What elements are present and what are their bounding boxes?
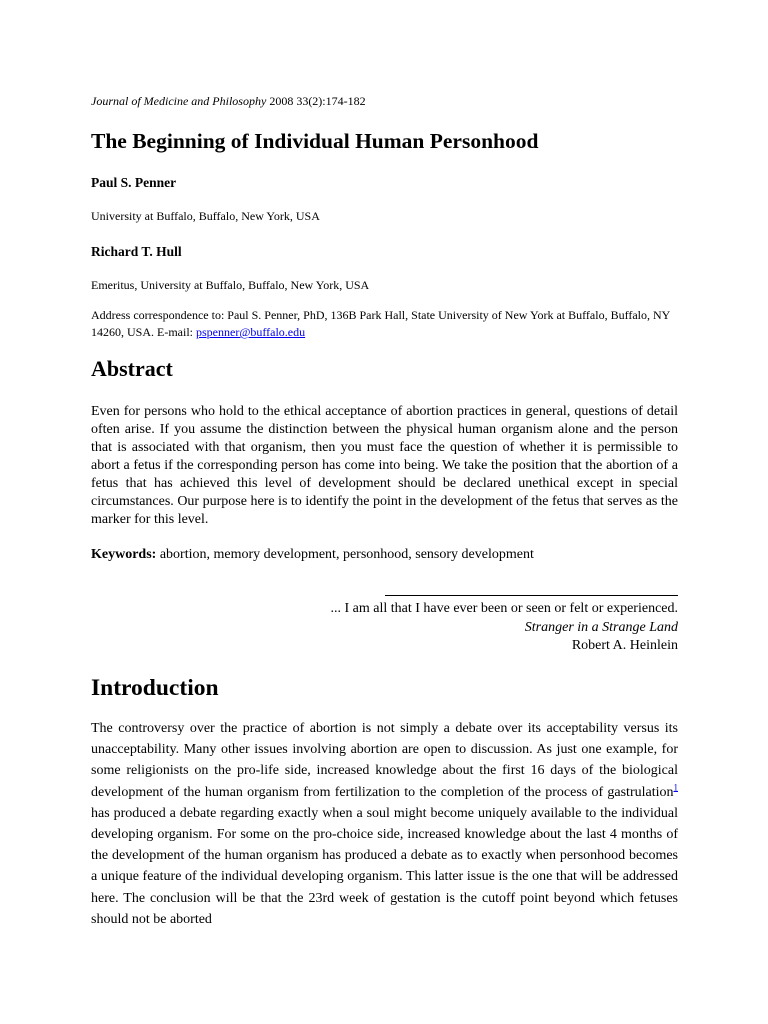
correspondence-text: Address correspondence to: Paul S. Penner, PhD, 136B Park Hall, State University of New York at Buffalo, Buffalo, NY 14260, USA. E-mail:: [91, 308, 670, 339]
epigraph: [178, 600, 678, 656]
introduction-text-part2: has produced a debate regarding exactly when a soul might become uniquely available to the individual developing organism. For some on the pro-choice side, increased knowledge about the last 4 months of the development of the human organism has produced a debate as to exactly when personhood becomes a unique feature of the individual developing organism. This latter issue is the one that will be addressed here. The conclusion will be that the 23rd week of gestation is the cutoff point beyond which fetuses should not be aborted: [91, 805, 678, 927]
journal-name: Journal of Medicine and Philosophy: [91, 94, 267, 108]
abstract-heading: Abstract: [91, 356, 173, 381]
journal-citation: [91, 93, 366, 109]
keywords-list: abortion, memory development, personhood, sensory development: [156, 547, 534, 562]
footnote-link[interactable]: 1: [673, 781, 678, 792]
author-affiliation: Emeritus, University at Buffalo, Buffalo, New York, USA: [91, 278, 370, 292]
article-title: The Beginning of Individual Human Personhood: [91, 129, 539, 153]
author-affiliation: University at Buffalo, Buffalo, New York, USA: [91, 209, 320, 223]
abstract-text: Even for persons who hold to the ethical acceptance of abortion practices in general, questions of detail often arise. If you assume the distinction between the physical human organism alone and the person that is associated with that organism, then you must face the question of whether it is permissible to abort a fetus if the corresponding person has come into being. We take the position that the abortion of a fetus that has achieved this level of development should be declared unethical except in special circumstances. Our purpose here is to identify the point in the development of the fetus that serves as the marker for this level.: [91, 404, 678, 527]
email-link[interactable]: pspenner@buffalo.edu: [196, 325, 306, 339]
epigraph-author: Robert A. Heinlein: [571, 638, 678, 653]
introduction-text-part1: The controversy over the practice of abortion is not simply a debate over its acceptability versus its unacceptability. Many other issues involving abortion are open to discussion. As just one example, for some religionists on the pro-life side, increased knowledge about the first 16 days of the biological development of the human organism from fertilization to the completion of the process of gastrulation: [91, 721, 678, 800]
epigraph-quote: ... I am all that I have ever been or seen or felt or experienced.: [330, 601, 678, 616]
footnote-ref: [674, 782, 679, 792]
author-name: Richard T. Hull: [91, 244, 182, 259]
keywords: [91, 546, 678, 564]
epigraph-source: Stranger in a Strange Land: [524, 619, 678, 635]
correspondence-address: [91, 307, 678, 341]
introduction-text: [91, 718, 678, 930]
author-name: Paul S. Penner: [91, 175, 177, 190]
epigraph-divider: [385, 595, 678, 596]
introduction-heading: Introduction: [91, 675, 219, 701]
journal-volume-pages: 2008 33(2):174-182: [266, 94, 366, 108]
keywords-label: Keywords:: [91, 547, 157, 562]
